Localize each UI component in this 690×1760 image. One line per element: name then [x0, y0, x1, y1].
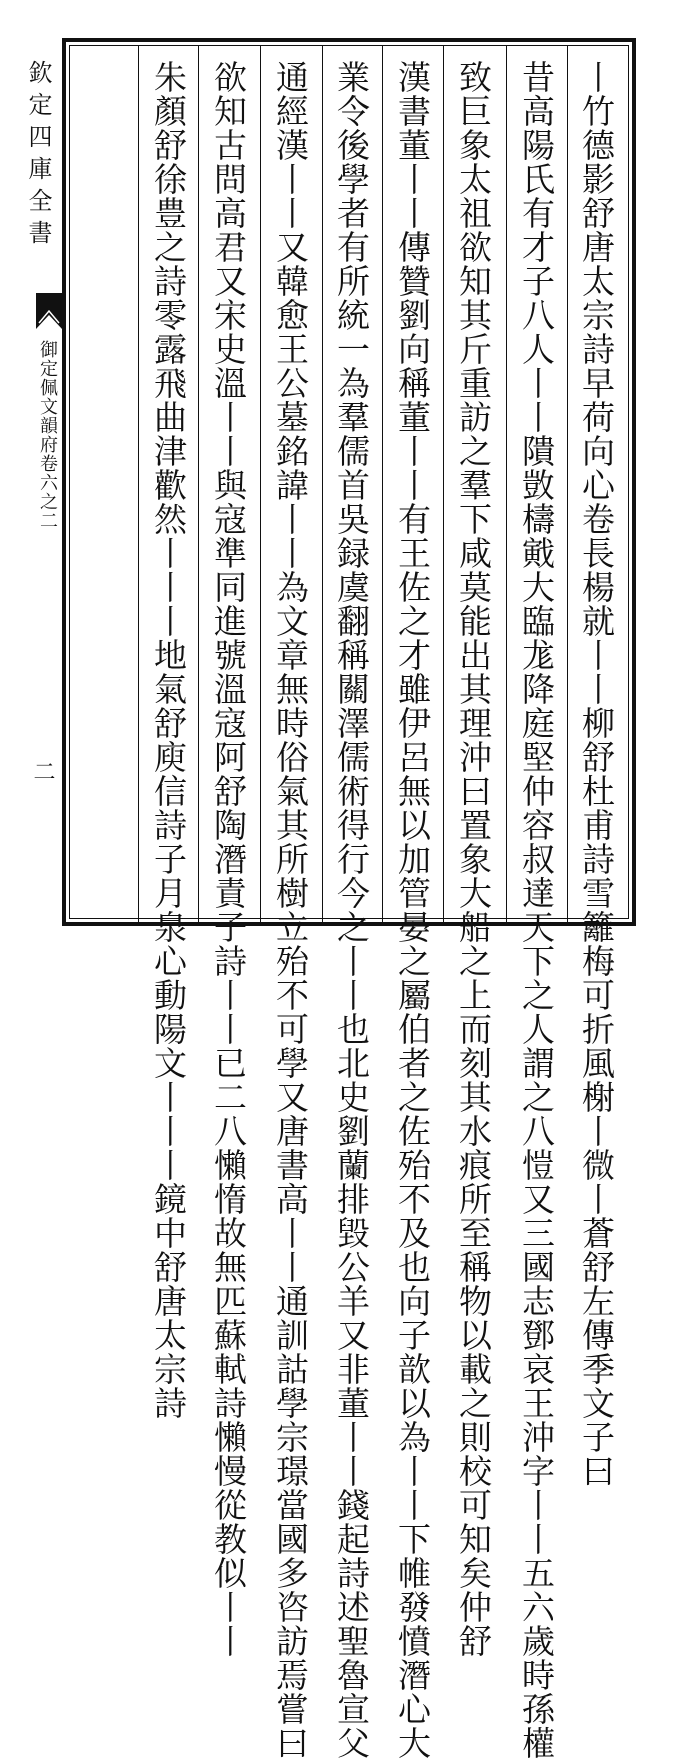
- text-column-3: 致巨象太祖欲知其斤重訪之羣下咸莫能出其理沖曰置象大船之上而刻其水痕所至稱物以載之則校可知矣仲舒: [454, 60, 493, 1658]
- column-rule: [198, 45, 199, 924]
- text-column-1: 丨竹德影舒唐太宗詩早荷向心卷長楊就丨丨柳舒杜甫詩雪籬梅可折風榭丨微丨蒼舒左傳季文子曰: [577, 60, 616, 1488]
- column-rule: [443, 45, 444, 924]
- column-rule: [138, 45, 139, 924]
- fishtail-mark-icon: [36, 293, 62, 329]
- column-rule: [506, 45, 507, 924]
- column-rule: [567, 45, 568, 924]
- column-rule: [260, 45, 261, 924]
- margin-subtitle: 御定佩文韻府卷六之二: [37, 340, 58, 530]
- text-column-8: 朱顏舒徐豊之詩零露飛曲津歡然丨丨丨地氣舒庾信詩子月泉心動陽文丨丨丨鏡中舒唐太宗詩: [149, 60, 188, 1420]
- margin-rule: [62, 38, 63, 926]
- column-rule: [322, 45, 323, 924]
- text-column-5: 業令後學者有所統一為羣儒首吳録虞翻稱關澤儒術得行今之丨丨也北史劉蘭排毀公羊又非董丨丨錢起詩述聖魯宣父: [332, 60, 371, 1760]
- text-column-4: 漢書董丨丨傳贊劉向稱董丨丨有王佐之才雖伊呂無以加管晏之屬伯者之佐殆不及也向子歆以為丨丨下帷發憤潛心大: [393, 60, 432, 1760]
- text-column-7: 欲知古問高君又宋史溫丨丨與寇準同進號溫寇阿舒陶潛責子詩丨丨已二八懶惰故無匹蘇軾詩懶慢從教似丨丨: [209, 60, 248, 1658]
- page-number: 二: [30, 760, 55, 782]
- text-column-6: 通經漢丨丨又韓愈王公墓銘諱丨丨為文章無時俗氣其所樹立殆不可學又唐書高丨丨通訓詁學宗璟當國多咨訪焉嘗曰: [271, 60, 310, 1760]
- margin-title: 欽定四庫全書: [24, 60, 52, 252]
- text-column-2: 昔高陽氏有才子八人丨丨隤敳檮戭大臨尨降庭堅仲容叔達天下之人謂之八愷又三國志鄧哀王沖字丨丨五六歲時孫權: [517, 60, 556, 1760]
- column-rule: [382, 45, 383, 924]
